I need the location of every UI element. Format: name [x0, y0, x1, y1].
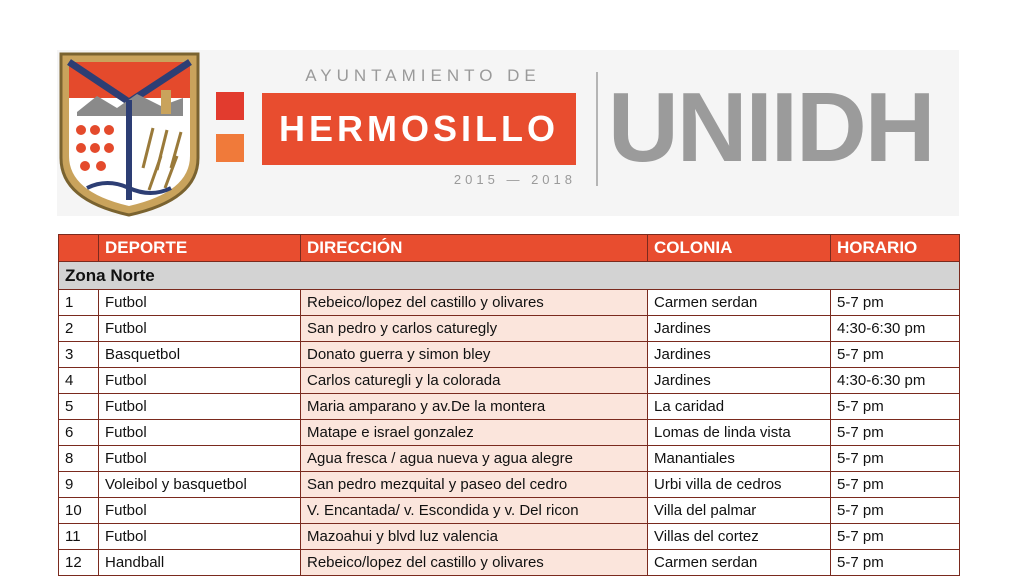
- cell-colonia: Jardines: [648, 316, 831, 342]
- cell-direccion: San pedro y carlos caturegly: [301, 316, 648, 342]
- cell-deporte: Futbol: [99, 316, 301, 342]
- uniidh-logo-text: UNIIDH: [608, 72, 934, 182]
- city-name-banner: HERMOSILLO: [262, 93, 576, 165]
- cell-direccion: Agua fresca / agua nueva y agua alegre: [301, 446, 648, 472]
- cell-direccion: Mazoahui y blvd luz valencia: [301, 524, 648, 550]
- cell-colonia: Urbi villa de cedros: [648, 472, 831, 498]
- cell-horario: 5-7 pm: [831, 498, 960, 524]
- cell-direccion: Carlos caturegli y la colorada: [301, 368, 648, 394]
- cell-number: 12: [59, 550, 99, 576]
- table-row: [59, 498, 960, 524]
- header-deporte: DEPORTE: [99, 235, 301, 262]
- header-colonia: COLONIA: [648, 235, 831, 262]
- table-row: [59, 420, 960, 446]
- cell-number: 2: [59, 316, 99, 342]
- cell-horario: 5-7 pm: [831, 342, 960, 368]
- sports-schedule-table: [58, 234, 960, 576]
- table-row: [59, 524, 960, 550]
- table-row: [59, 316, 960, 342]
- term-years: 2015 — 2018: [453, 172, 576, 187]
- cell-horario: 5-7 pm: [831, 420, 960, 446]
- cell-deporte: Futbol: [99, 498, 301, 524]
- cell-colonia: La caridad: [648, 394, 831, 420]
- table-row: [59, 394, 960, 420]
- cell-number: 3: [59, 342, 99, 368]
- cell-direccion: Donato guerra y simon bley: [301, 342, 648, 368]
- cell-deporte: Futbol: [99, 394, 301, 420]
- cell-horario: 5-7 pm: [831, 446, 960, 472]
- orange-square-icon: [216, 134, 244, 162]
- cell-number: 6: [59, 420, 99, 446]
- cell-horario: 5-7 pm: [831, 394, 960, 420]
- cell-direccion: San pedro mezquital y paseo del cedro: [301, 472, 648, 498]
- cell-colonia: Manantiales: [648, 446, 831, 472]
- header-horario: HORARIO: [831, 235, 960, 262]
- cell-colonia: Jardines: [648, 368, 831, 394]
- cell-number: 4: [59, 368, 99, 394]
- cell-deporte: Futbol: [99, 524, 301, 550]
- cell-horario: 4:30-6:30 pm: [831, 316, 960, 342]
- table-row: [59, 550, 960, 576]
- cell-deporte: Futbol: [99, 290, 301, 316]
- table-header-row: [59, 235, 960, 262]
- cell-colonia: Carmen serdan: [648, 290, 831, 316]
- cell-colonia: Villa del palmar: [648, 498, 831, 524]
- cell-direccion: Matape e israel gonzalez: [301, 420, 648, 446]
- table-row: [59, 446, 960, 472]
- cell-deporte: Basquetbol: [99, 342, 301, 368]
- cell-deporte: Voleibol y basquetbol: [99, 472, 301, 498]
- cell-horario: 5-7 pm: [831, 524, 960, 550]
- table-row: [59, 342, 960, 368]
- cell-colonia: Villas del cortez: [648, 524, 831, 550]
- zone-row: [59, 262, 960, 290]
- header-direccion: DIRECCIÓN: [301, 235, 648, 262]
- cell-horario: 5-7 pm: [831, 290, 960, 316]
- cell-colonia: Jardines: [648, 342, 831, 368]
- cell-number: 10: [59, 498, 99, 524]
- red-square-icon: [216, 92, 244, 120]
- header-divider: [596, 72, 598, 186]
- ayuntamiento-label: AYUNTAMIENTO DE: [305, 66, 541, 85]
- cell-deporte: Handball: [99, 550, 301, 576]
- cell-direccion: Maria amparano y av.De la montera: [301, 394, 648, 420]
- cell-deporte: Futbol: [99, 446, 301, 472]
- city-coat-of-arms-icon: [57, 50, 202, 218]
- cell-deporte: Futbol: [99, 420, 301, 446]
- cell-colonia: Lomas de linda vista: [648, 420, 831, 446]
- cell-horario: 4:30-6:30 pm: [831, 368, 960, 394]
- cell-number: 11: [59, 524, 99, 550]
- cell-number: 8: [59, 446, 99, 472]
- cell-direccion: Rebeico/lopez del castillo y olivares: [301, 550, 648, 576]
- header-number: [59, 235, 99, 262]
- table-row: [59, 290, 960, 316]
- cell-number: 9: [59, 472, 99, 498]
- cell-deporte: Futbol: [99, 368, 301, 394]
- cell-number: 5: [59, 394, 99, 420]
- cell-horario: 5-7 pm: [831, 550, 960, 576]
- cell-colonia: Carmen serdan: [648, 550, 831, 576]
- cell-direccion: V. Encantada/ v. Escondida y v. Del ricon: [301, 498, 648, 524]
- table-row: [59, 472, 960, 498]
- zone-label: Zona Norte: [59, 262, 960, 290]
- cell-horario: 5-7 pm: [831, 472, 960, 498]
- cell-direccion: Rebeico/lopez del castillo y olivares: [301, 290, 648, 316]
- cell-number: 1: [59, 290, 99, 316]
- table-row: [59, 368, 960, 394]
